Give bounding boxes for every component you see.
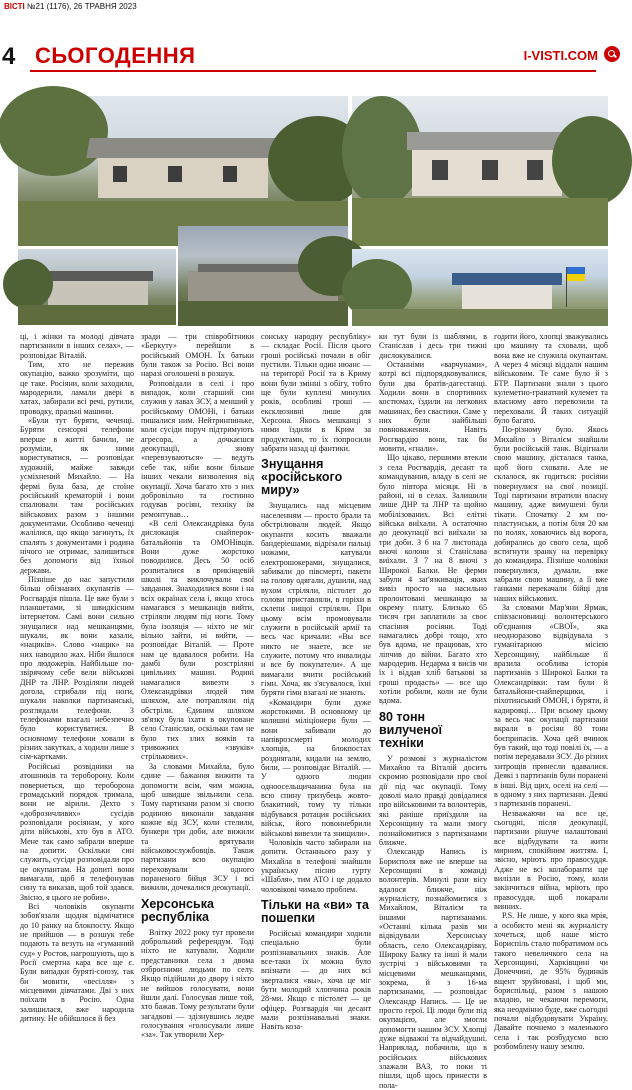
subheading-whisper: Тільки на «ви» та пошепки: [261, 897, 369, 925]
paragraph: Тим, хто не пережив окупацію, важко зрозуміти, що це таке. Росіяни, коли заходили, мародерили, ламали двері в хатах, забирали всі речі, рутили, проводку, пральні машини.: [20, 360, 134, 416]
paragraph: «Були тут буряти, чеченці. Буряти сенсорні телефони вперше в житті бачили, не розуміли, як ними користуватися, — розповідає художній, майже завжди усміхнений Михайло. — На фермі була база, де стоїне російський крематорій і вони спалювали там російських військових разом з іншими документами. Особливо чеченці жалілися, що якщо загинуть, їх спалять з документами і родина нічого не отримає, залишиться без допомоги від їхньої держави.: [20, 416, 134, 575]
subheading-abuse: Знущання «російського миру»: [261, 457, 343, 498]
issue-info: №21 (1176), 26 ТРАВНЯ 2023: [26, 2, 137, 11]
paragraph: «Командири були дуже жорстокими. В основному це колишні міліціонери були — вони забивали до напіврозсмерті молодих хлопців, на блокпостах розднягали, кидали на землю, били, — розповідає Віталій. — У одного людин одноосельщичанина була на всю спину тризубець жовто-блакитний, тому ту тільки відбувався ротация російських військ, його повоннебрили військові вивезли та знищили».: [261, 697, 371, 838]
column-3: [261, 332, 371, 1032]
paragraph: ки тут були із шаблями, в Станіслав і десь три тижні дислокувалися.: [379, 332, 487, 360]
paragraph: годити його, хлопці зважувались цю машину та сховали, щоб вона вже не служила окупантам. А через 4 місяці віддали нашим військовим. Те саме було й з БТР. Партизани знали з цього кулеметно-гранатний кулемет та власному авто перевозили та переховали. Й таких ситуацій було багато.: [494, 332, 608, 426]
subheading-80-tons: 80 тонн вилученої техніки: [379, 709, 443, 750]
paragraph: Розповідали в селі і про випадок, коли старший син служив у лавах ЗСУ, а менший у російському ОМОНі, і батьки пишалися ним. Нейтринпиньке, коли сусіди поруч підтримують агресора, а дочкаєшся деокупації, знову «перевзуваються» — ведуть себе так, ніби вони більше інших чекали визволення від окупації. Хоча багато хто з них добровільно та гостинно годував росіян, техніку їм ремонтував…: [141, 378, 254, 519]
paragraph: Влітку 2022 року тут провели доброльний референдум. Тоді ніхто не катували. Ходили представники села з двома озброєними людьми по селу. Якщо підійшли до двору і ніхто не вийшов голосувати, вони йшли далі. Голосував лише той, хто бажав. Тому результати були загадкові — здізнувшись ледве голосування «голосували лише «за». Так утворили Хер-: [141, 927, 254, 1040]
page-number: 4: [2, 43, 16, 70]
photo-burnt-house: [18, 249, 176, 325]
paragraph: ці, і жінки та молоді дівчата партизанили в інших селах», — розповідає Віталій.: [20, 332, 134, 360]
paragraph: P.S. Не лише, у кого яка мрія, а особисто мені як журналісту хочеться, щоб наше місто Бориспіль стало побратимом ось такого невеличкого села на Херсонщині, Харківщині чи Донеччині, де 95% будинків вщент зруйновані, і щоб ми, бориспільці, разом з нашою владою, не чекаючи перемоги, яка неодмінно буде, вже сьогодні почали відбудовувати Україну. Давайте почнемо з маленького села і так розбудуємо всю розбомблену нашу землю.: [494, 911, 608, 1052]
paragraph: Російські командири ходили спеціально були розпізнавальних знаків. Але все-таки їх можна було впізнати — до них всі зверталися «вы», хоча це міг бути молодий хлопчина років 28-ми. Якщо є пістолет — це офіцер. Розгвардія чи десант мали розпізнавальні знаки. Навіть коза-: [261, 928, 371, 1032]
photo-damaged-building: [352, 96, 608, 246]
masthead: [4, 2, 137, 11]
paragraph: Незважаючи на все це, сьогодні, після деокупації, партизани рішуче налаштовані все відбудувати та жити мирним, спокійним життям. І, звісно, мріють про правосуддя. Адже не всі колаборанти ще вилізли в Росію, тому, коли закінчиться війна, мріють про правосуддя, щоб покарали винних.: [494, 808, 608, 911]
paragraph: Всі чоловіків окупанти зобов'язали щодня відмічатися до 10 ранку на блокпосту. Якщо не прийшов — в розшук тебе подають та везуть на «гуманний суд» у Ростов, нагрошують, що в Росії смертна кара все ще є. Були випадки буряті-союзу, так би мовити, «весілля» з місцевими дівчатами. Дві з них поїхали в Росію. Одна залишилася, вже народила дитину. Не обійшлося й без: [20, 901, 134, 1024]
header-rule: [30, 70, 596, 72]
paragraph: Що цікаво, першими втекли з села Росгвардія, десант та командування, владу в селі не було півтора місяця. Ні в районі, ні в селах. Залишили лише ДНР та ЛНР та щойно мобілізованих. Всі елітні війська виїхали. А остаточно до деокупації всі виїхали за три доби. З 6 на 7 листопада вночі колони зі Станіслава виїхали. З 7 на 8 вночі з Широкої Балки. Не ферми забули 4 заґ'язкивація, яких вивіз просто на насильно пролонтовані мешканцю за окрему плату. Близько 65 тисяч грн заплатили за своє спасіння росіяни. Тоді намагались добрі тощо, хто був вдома, не працював, хто ліпчив до війни. Багато хто мародерив. Недарма я висів чи їх і віддав хліб батькові за гроші продасть» — все що хотіли робили, коли не були вдома.: [379, 453, 487, 706]
column-2: [141, 332, 254, 1040]
brand: ВІСТІ: [4, 2, 25, 11]
paragraph: Олександр Напись із Борисполя вже не вперше на Херсонщині в команді волонтерів. Минулі рази вісу вдалося ближче, ніж журналісту, познайомитися з Михайлом, Віталієм та іншими партизанами. «Останні кілька разів ми відвідували Херсонську область, село Олександрівку, Широку Балку та інші й мали зустрічі з військовими та місцевими мешканцями, зокрема, й з 16-ма партизанами, — розповідає Олександр Напись. — Це не просто герої. Ці люди були під окупацією, але змогли допомогти нашим ЗСУ. Хлопці дуже відважні та відчайдушні. Наприклад, побачили, що в російських військових злажали ВАЗ, то поки ті пішли, щоб щось принести в пола-: [379, 847, 487, 1090]
paragraph: Останніми «варчунами», котрі всі підпорядковувалися, були два братів-дагестанці. Ходили вони в спортивних костюмах, їздили на легкових машинах, без свастики. Саме у них були найбільші повноваження. Навіть Росгвардію вони, так би мовити, «гнали».: [379, 360, 487, 454]
paragraph: зради — три співробітники «Беркуту» перейшли в російський ОМОН. Їх батьки були також за Росію. Всі вони наразі оголошені в розшук.: [141, 332, 254, 379]
site-link[interactable]: I-VISTI.COM: [523, 48, 598, 63]
paragraph: У розмові з журналістом Михайло та Віталій досить скромно розповідали про свої дії під час окупації. Тому доволі мало правді довідалися про військовими та волонтерів, які раніше приїздили на Херсонщину та мали змогу познайомитися з партизанами ближче.: [379, 753, 487, 847]
paragraph: сонську народну республіку» — складає Росії. Після цього гроші російські почали в обіг пустили. Тільки один нюанс — на території Росії та в Криму вони були змінні з обігу, тобто ще були куплені минулих років, особливі гроші — ексклюзивні лише для Херсона. Якось мешканці з ними їздили в Крим за продуктами, то їх попросили забрати назад ці фантики.: [261, 332, 371, 454]
paragraph: Російські розвідники на атошників та тероборону. Коли повернеться, що тероборона громадський порядок тримала, вони не вірили. Дехто з «доброзичливих» сусідів розповідали росіянам, у кого діти військові, хто був в АТО. Мене так само забрали вперше на допити. Оскільки син служить, сусіди розповідали про це окупантам. На допиті вони вимагали, щоб я телефонував сину та виказав, щоб той здався. Звісно, я цього не робив».: [20, 761, 134, 902]
paragraph: За словами Мар'яни Ярмак, співзасновниці волонтерського об'єднання «СВОЇ», яка неодноразово відвідувала з гуманітарною місією Херсонщину, найбільше її вразила особлива історія партизанів з Широкої Балки та Олександрівки: там були й батальйони-снайперщики, і піхотинський ОМОН, і буряти, й кадировці… При всьому цьому за весь час окупації партизани вкрали в росіян 80 тонн боєприпасів. Хоча цей вчинок був такий, що тоді повілі їх, — а потім передавали ЗСУ. До різних хитрощів принесли вдавалися. Деякі з партизанів були поранені в інші. Від щих, оселі на селі — в одному з них партизани. Деякі з партизанів поранені.: [494, 602, 608, 809]
column-5: [494, 332, 608, 1052]
section-title: СЬОГОДЕННЯ: [35, 43, 196, 68]
subheading-kherson-republic: Херсонська республіка: [141, 896, 214, 924]
column-1: [20, 332, 134, 1024]
section-header: [0, 33, 626, 79]
column-4: [379, 332, 487, 1090]
paragraph: Пізніше до нас запустили більш обізнаних окупантів — Росгвардія пішла. Це вже були з планшетами, зі швидкісним інтернетом. Самі вони сильно знущалися над мешканцями, шукали, як вони казали, «нациків». Слово «нацик» на них наводило жах. Ніби йшлося про людожерів. Найбільше по-звірячому себе вели військові ДНР та ЛНР. Розділяли людей догола, стрибали під ноги, шукали наколки партизанські, розглядали телефони. З телефонами взагалі небезпечно було користуватися. В основному телефони ховали в різних закутках, а ходили лише з сім-картками.: [20, 574, 134, 762]
paragraph: Чоловіків часто забирали на допити. Останнього разу у Михайла в телефоні знайшли українську пісню гурту «Шабля», тим АТО і це додало чоловікові чимало проблем.: [261, 837, 371, 894]
search-icon: [604, 46, 620, 62]
paragraph: «В селі Олександрівка була дислокація снайперок-батальйонів та ОМОНівців. Вони дуже жорстоко поводилися. Десь 50 осіб розпиталися в прикінцевій школі та виклочували свої завдання. Знаходилися вони і на всіх окраїнах села і, якщо хтось намагався з мешканців вийти, стріляли людям під ноги. Тому була ізоляція — ніхто не міг вільно зайти, ні вийти, — розповідає Віталій. — Проте нам це вдавалося робити. На дамбі були розстріляні цивільних машин. Родині намагалися вивезти з Олександрівки людей тим шляхом, але потрапляли під обстріли. Єдиним шляхом зв'язку була їхати в окуповане село Станіслав, оскільки там не було тих злих вояків та тривожних «звуків» стрількових».: [141, 518, 254, 762]
paragraph: За словами Михайла, було єдине — бажання вижити та допомогти всім, чим можна, щоб швидше звільнили села. Тому партизани разом зі своєю родиною виконали завдання кожне від ЗСУ, коли стелили, бункери три доби, але вижили та врятували військовослужбовців. Також партизани всю окупацію переховували одного пораненого бійця ЗСУ і всі вижили, дочекалися деокупації.: [141, 761, 254, 893]
photo-destroyed-farm: [178, 226, 348, 326]
photo-village-street: [352, 249, 608, 326]
top-strip: [0, 0, 626, 14]
paragraph: По-різному було. Якось Михайло з Віталієм знайшли були російській танк. Відігнали свою машину, дісталася танка, щоб його сховати. Але не склалося, як годиться: росіяни повернулися на свої позиції. Тоді партизани втратили власну машину, адже вимушені були тікати. Спочатку 2 км по-пластунськи, а потім біля 20 км по полях, ховаючись від ворога, добирались до свого села, щоб встигнути зранку на перевірку до командира. Пізніше чоловіки повернулися, думали, вже забрали свою машину, а її вже ганками перекачали бійці для наших військових.: [494, 425, 608, 603]
paragraph: Знущались над місцевим населенням — просто брали та обстрілювали людей. Якщо окупанти косить вважали бандеріешами, відрізали пальці ножами, катували електрошокерами, знущалися, забивали до півсмерті, пакети на голову одягали, душили, над вухом стріляли, пістолет до голови приставляли, в горіхи в склепи нищоі стріляли. При цьому всім промовували служити в російській армії та весь час кричали: «Вы все никто не знаете, все не служите, потому что инвалиды и все бу покупатели». А ще вимагали вчити російський гімн. Хоча, як з'ясувалося, їхні буряти гімн взагалі не знають.: [261, 501, 371, 698]
photo-ruined-house: [18, 96, 348, 246]
